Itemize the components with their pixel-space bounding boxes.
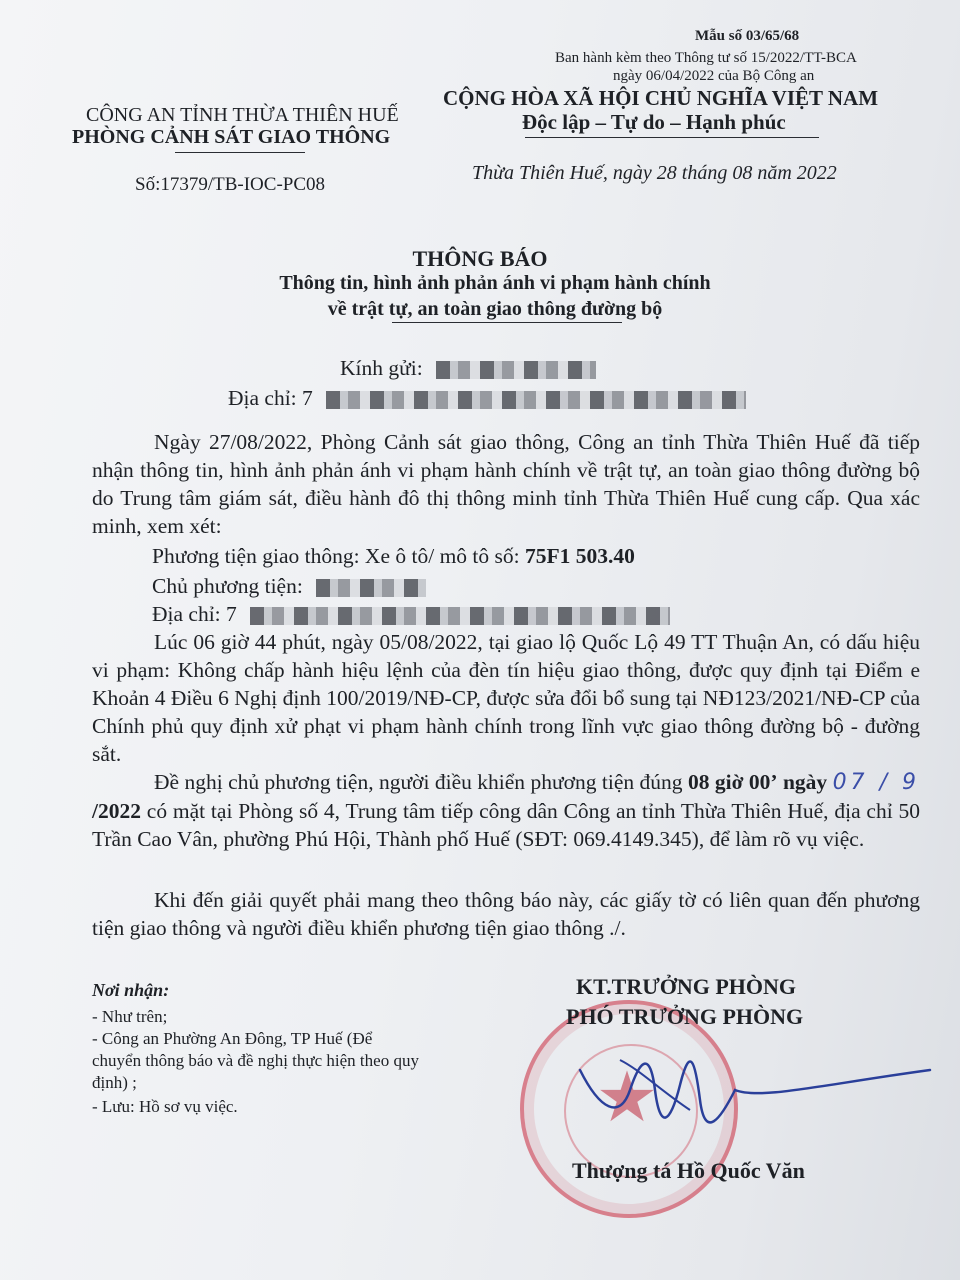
form-number: Mẫu số 03/65/68 [695, 28, 800, 44]
recipient-line [340, 356, 596, 381]
owner-line [152, 574, 426, 599]
form-issued-line1: Ban hành kèm theo Thông tư số 15/2022/TT-BCA [555, 50, 857, 66]
vehicle-plate: 75F1 503.40 [525, 544, 635, 568]
paragraph-summons [92, 768, 920, 853]
owner-label: Chủ phương tiện: [152, 574, 303, 598]
recipient-address-line [228, 386, 746, 411]
vehicle-line [152, 544, 635, 569]
owner-address-label: Địa chỉ: 7 [152, 602, 237, 626]
summons-rest: có mặt tại Phòng số 4, Trung tâm tiếp công dân Công an tỉnh Thừa Thiên Huế, địa chỉ 50 Trần Cao Vân, phường Phú Hội, Thành phố Huế (SĐT: 069.4149.345), để làm rõ vụ việc. [92, 799, 920, 851]
to-label: Kính gửi: [340, 356, 423, 380]
paragraph-intro: Ngày 27/08/2022, Phòng Cảnh sát giao thông, Công an tỉnh Thừa Thiên Huế đã tiếp nhận thông tin, hình ảnh phản ánh vi phạm hành chính về trật tự, an toàn giao thông đường bộ do Trung tâm giám sát, điều hành đô thị thông minh tỉnh Thừa Thiên Huế cung cấp. Qua xác minh, xem xét: [92, 430, 920, 538]
seal-star-icon: ★ [595, 1060, 659, 1137]
summons-time: 08 giờ 00’ [687, 770, 778, 794]
document-subtitle-1: Thông tin, hình ảnh phản ánh vi phạm hành chính [279, 272, 711, 294]
department-underline [175, 152, 305, 153]
document-title: THÔNG BÁO [412, 246, 548, 271]
agency-name: CÔNG AN TỈNH THỪA THIÊN HUẾ [86, 104, 399, 126]
recipients-title: Nơi nhận: [92, 980, 170, 1000]
redacted-owner-address [250, 607, 670, 625]
paragraph-closing: Khi đến giải quyết phải mang theo thông báo này, các giấy tờ có liên quan đến phương tiện giao thông và người điều khiển phương tiện giao thông ./. [92, 888, 920, 940]
vehicle-label: Phương tiện giao thông: Xe ô tô/ mô tô số: [152, 544, 520, 568]
address-label: Địa chỉ: 7 [228, 386, 313, 410]
handwritten-signature [560, 1030, 940, 1140]
form-issued-line2: ngày 06/04/2022 của Bộ Công an [613, 68, 815, 84]
recipients-item-5: - Lưu: Hồ sơ vụ việc. [92, 1097, 238, 1116]
signature-title-2: PHÓ TRƯỞNG PHÒNG [566, 1004, 804, 1029]
signer-name: Thượng tá Hồ Quốc Văn [572, 1158, 805, 1183]
redacted-recipient-address [326, 391, 746, 409]
recipients-item-3: chuyển thông báo và đề nghị thực hiện theo quy [92, 1051, 419, 1070]
redacted-recipient-name [436, 361, 596, 379]
handwritten-date: 07 / 9 [832, 770, 921, 795]
signature-title-1: KT.TRƯỞNG PHÒNG [576, 974, 796, 999]
summons-day-label: ngày [782, 770, 828, 794]
national-motto: Độc lập – Tự do – Hạnh phúc [522, 110, 786, 134]
place-date: Thừa Thiên Huế, ngày 28 tháng 08 năm 2022 [472, 162, 837, 184]
owner-address-line [152, 602, 670, 627]
summons-year: /2022 [92, 799, 141, 823]
recipients-item-2: - Công an Phường An Đông, TP Huế (Để [92, 1029, 373, 1048]
recipients-item-1: - Như trên; [92, 1007, 168, 1026]
summons-start: Đề nghị chủ phương tiện, người điều khiển phương tiện đúng [154, 770, 683, 794]
motto-underline [525, 137, 819, 138]
country-name: CỘNG HÒA XÃ HỘI CHỦ NGHĨA VIỆT NAM [443, 86, 879, 110]
document-number: Số:17379/TB-IOC-PC08 [135, 174, 326, 195]
redacted-owner-name [316, 579, 426, 597]
recipients-item-4: định) ; [92, 1073, 137, 1092]
paragraph-violation: Lúc 06 giờ 44 phút, ngày 05/08/2022, tại giao lộ Quốc Lộ 49 TT Thuận An, có dấu hiệu vi phạm: Không chấp hành hiệu lệnh của đèn tín hiệu giao thông, được quy định tại Điểm e Khoản 4 Điều 6 Nghị định 100/2019/NĐ-CP, được sửa đổi bổ sung tại NĐ123/2021/NĐ-CP của Chính phủ quy định xử phạt vi phạm hành chính trong lĩnh vực giao thông đường bộ - đường sắt. [92, 630, 920, 766]
department-name: PHÒNG CẢNH SÁT GIAO THÔNG [72, 126, 391, 148]
document-subtitle-2: về trật tự, an toàn giao thông đường bộ [327, 298, 663, 320]
title-underline [392, 322, 622, 323]
